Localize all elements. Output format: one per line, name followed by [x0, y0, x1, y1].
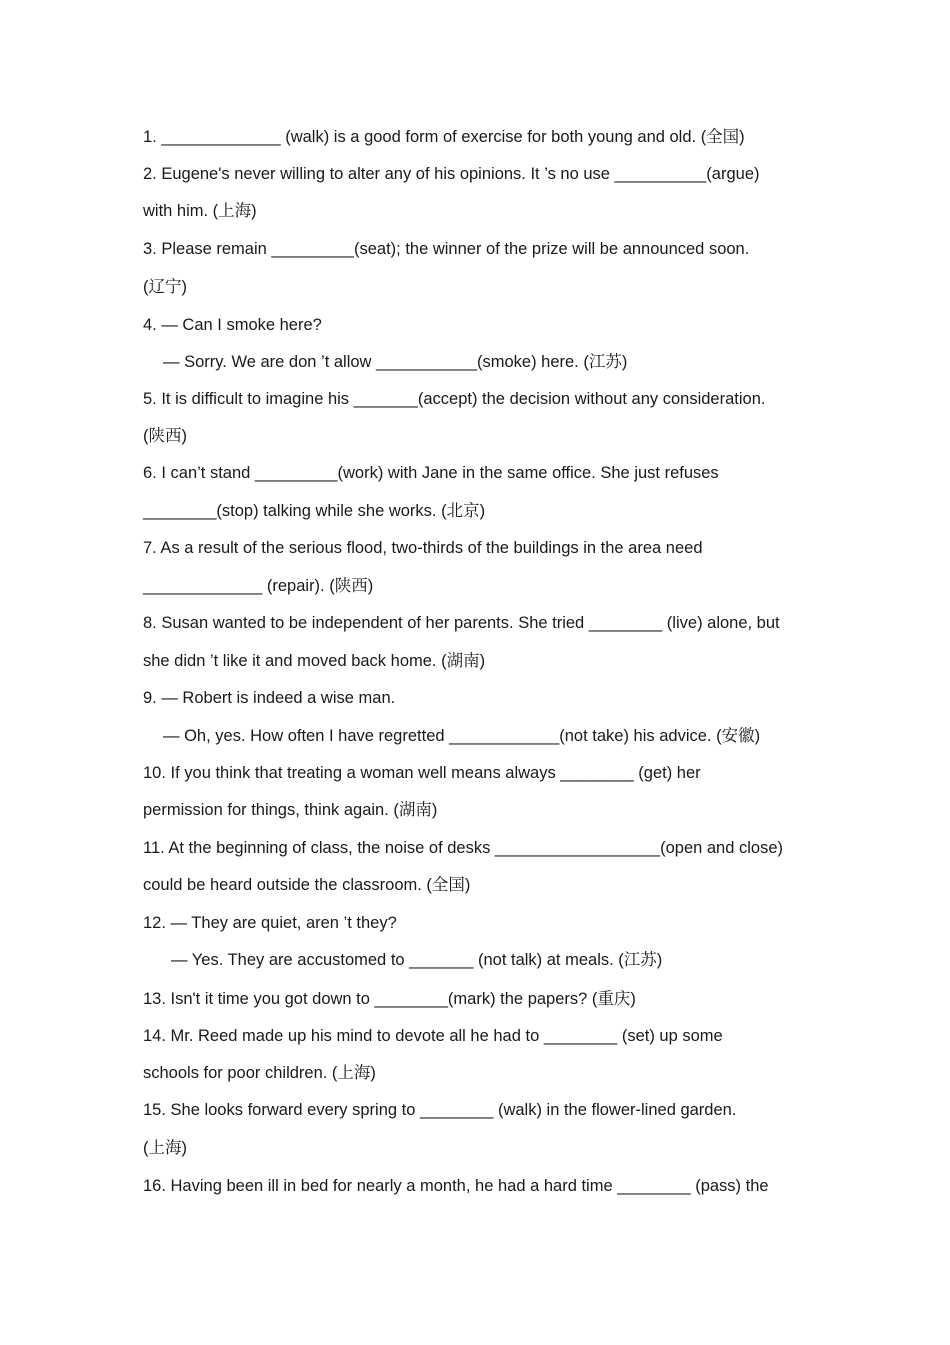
question-3-line: 3. Please remain _________(seat); the winner of the prize will be announced soon. — [143, 240, 750, 258]
question-9-line: 9. — Robert is indeed a wise man. — [143, 689, 396, 707]
question-8-line: 8. Susan wanted to be independent of her parents. She tried ________ (live) alone, but — [143, 614, 780, 632]
question-3-continuation: (辽宁) — [143, 278, 187, 296]
question-15-line: 15. She looks forward every spring to ________ (walk) in the flower-lined garden. — [143, 1101, 737, 1119]
question-11-line: 11. At the beginning of class, the noise of desks __________________(open and close) — [143, 839, 784, 857]
question-4-reply: — Sorry. We are don ’t allow ___________(smoke) here. (江苏) — [163, 353, 628, 371]
question-14-line: 14. Mr. Reed made up his mind to devote all he had to ________ (set) up some — [143, 1027, 723, 1045]
question-4-line: 4. — Can I smoke here? — [143, 316, 322, 334]
question-6-continuation: ________(stop) talking while she works. (北京) — [143, 502, 486, 520]
question-7-line: 7. As a result of the serious flood, two-thirds of the buildings in the area need — [143, 539, 703, 557]
question-12-reply: — Yes. They are accustomed to _______ (not talk) at meals. (江苏) — [171, 951, 663, 969]
question-2-line: 2. Eugene's never willing to alter any of his opinions. It ’s no use __________(argue) — [143, 165, 760, 183]
question-2-continuation: with him. (上海) — [143, 202, 257, 220]
question-13-line: 13. Isn't it time you got down to ________(mark) the papers? (重庆) — [143, 990, 636, 1008]
question-15-continuation: (上海) — [143, 1139, 187, 1157]
question-5-line: 5. It is difficult to imagine his _______(accept) the decision without any consideration. — [143, 390, 766, 408]
question-14-continuation: schools for poor children. (上海) — [143, 1064, 376, 1082]
question-1-line: 1. _____________ (walk) is a good form of exercise for both young and old. (全国) — [143, 128, 745, 146]
question-10-line: 10. If you think that treating a woman well means always ________ (get) her — [143, 764, 701, 782]
question-9-reply: — Oh, yes. How often I have regretted ____________(not take) his advice. (安徽) — [163, 727, 761, 745]
question-12-line: 12. — They are quiet, aren ’t they? — [143, 914, 397, 932]
question-10-continuation: permission for things, think again. (湖南) — [143, 801, 438, 819]
question-11-continuation: could be heard outside the classroom. (全国) — [143, 876, 471, 894]
question-7-continuation: _____________ (repair). (陕西) — [143, 577, 374, 595]
question-8-continuation: she didn ’t like it and moved back home. (湖南) — [143, 652, 486, 670]
question-6-line: 6. I can’t stand _________(work) with Jane in the same office. She just refuses — [143, 464, 719, 482]
question-16-line: 16. Having been ill in bed for nearly a month, he had a hard time ________ (pass) the — [143, 1177, 769, 1195]
question-5-continuation: (陕西) — [143, 427, 187, 445]
